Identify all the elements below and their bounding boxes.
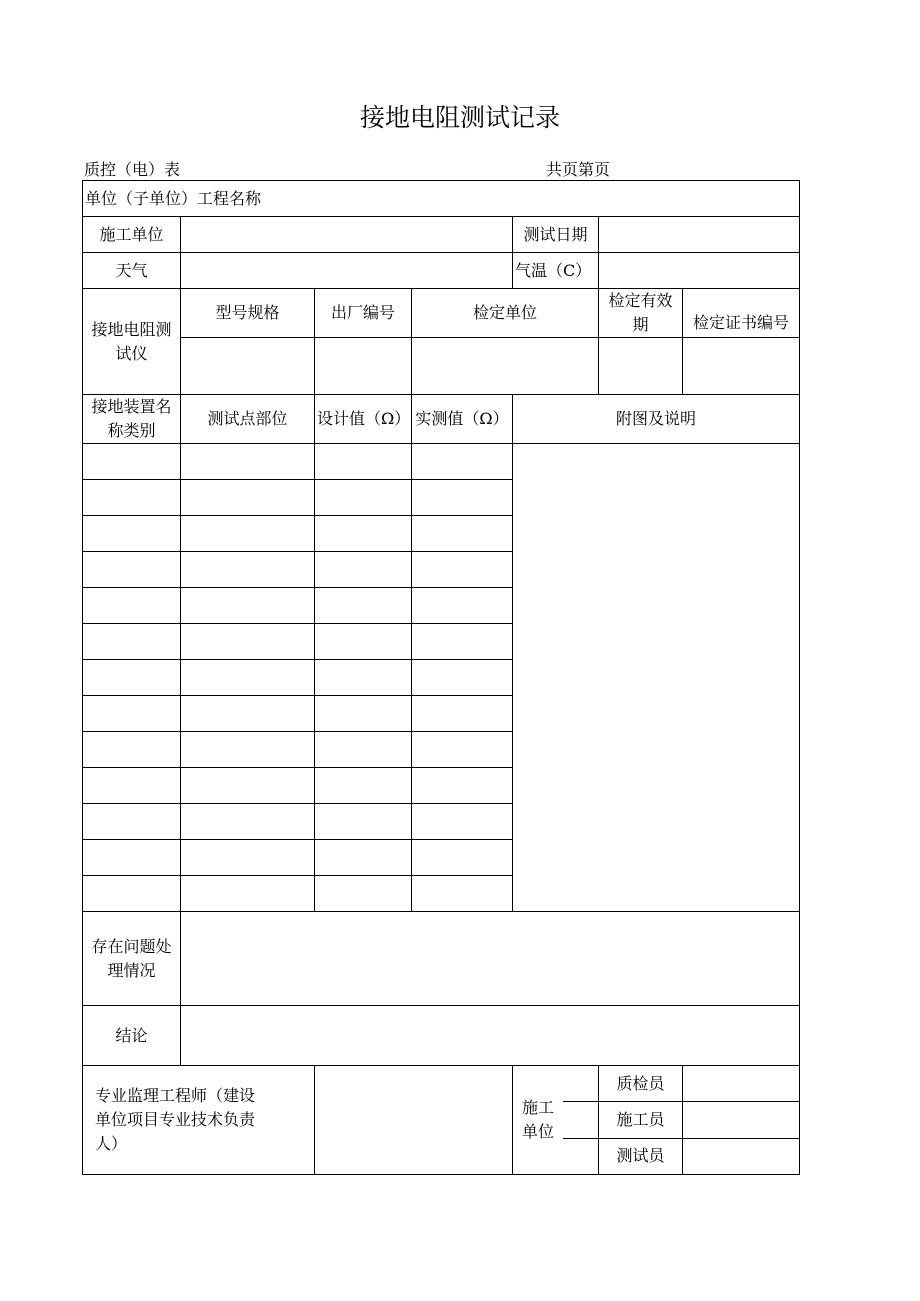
table-cell[interactable] bbox=[83, 480, 181, 516]
table-cell[interactable] bbox=[83, 876, 181, 912]
table-cell[interactable] bbox=[181, 516, 315, 552]
supervisor-label: 专业监理工程师（建设单位项目专业技术负责人） bbox=[95, 1086, 256, 1153]
table-cell[interactable] bbox=[315, 660, 412, 696]
table-cell[interactable] bbox=[412, 696, 513, 732]
table-cell[interactable] bbox=[181, 804, 315, 840]
weather-field[interactable] bbox=[181, 253, 513, 289]
table-cell[interactable] bbox=[412, 768, 513, 804]
tester-signature-field[interactable] bbox=[683, 1138, 800, 1174]
conclusion-field[interactable] bbox=[181, 1006, 800, 1066]
table-cell[interactable] bbox=[83, 804, 181, 840]
table-cell[interactable] bbox=[83, 444, 181, 480]
table-cell[interactable] bbox=[315, 876, 412, 912]
page-info: 共页第页 bbox=[546, 160, 611, 179]
table-cell[interactable] bbox=[181, 732, 315, 768]
tester-label: 测试员 bbox=[599, 1138, 683, 1174]
table-cell[interactable] bbox=[181, 840, 315, 876]
table-cell[interactable] bbox=[315, 624, 412, 660]
table-cell[interactable] bbox=[181, 660, 315, 696]
table-cell[interactable] bbox=[83, 516, 181, 552]
table-cell[interactable] bbox=[181, 768, 315, 804]
supervisor-signature-field[interactable] bbox=[315, 1066, 513, 1175]
certificate-no-field[interactable] bbox=[683, 338, 800, 395]
design-value-header: 设计值（Ω） bbox=[315, 395, 412, 444]
issues-label: 存在问题处理情况 bbox=[83, 912, 181, 1006]
table-cell[interactable] bbox=[181, 444, 315, 480]
table-cell[interactable] bbox=[83, 768, 181, 804]
table-cell[interactable] bbox=[412, 732, 513, 768]
temperature-label: 气温（C） bbox=[513, 253, 599, 289]
builder-label: 施工员 bbox=[599, 1102, 683, 1138]
table-cell[interactable] bbox=[181, 552, 315, 588]
issues-field[interactable] bbox=[181, 912, 800, 1006]
device-name-header: 接地装置名称类别 bbox=[83, 395, 181, 444]
table-cell[interactable] bbox=[412, 804, 513, 840]
construction-unit-field[interactable] bbox=[181, 217, 513, 253]
project-name-label: 单位（子单位）工程名称 bbox=[83, 181, 800, 217]
table-cell[interactable] bbox=[412, 516, 513, 552]
factory-no-header: 出厂编号 bbox=[315, 289, 412, 338]
table-cell[interactable] bbox=[412, 444, 513, 480]
weather-label: 天气 bbox=[83, 253, 181, 289]
table-cell[interactable] bbox=[83, 696, 181, 732]
table-cell[interactable] bbox=[315, 480, 412, 516]
measured-value-header: 实测值（Ω） bbox=[412, 395, 513, 444]
valid-period-header: 检定有效期 bbox=[599, 289, 683, 338]
table-cell[interactable] bbox=[83, 840, 181, 876]
table-cell[interactable] bbox=[315, 840, 412, 876]
table-cell[interactable] bbox=[83, 732, 181, 768]
table-cell[interactable] bbox=[181, 624, 315, 660]
record-table bbox=[82, 180, 800, 1175]
table-cell[interactable] bbox=[83, 552, 181, 588]
model-field[interactable] bbox=[181, 338, 315, 395]
calibration-unit-header: 检定单位 bbox=[412, 289, 599, 338]
table-cell[interactable] bbox=[412, 876, 513, 912]
table-cell[interactable] bbox=[315, 444, 412, 480]
model-header: 型号规格 bbox=[181, 289, 315, 338]
table-cell[interactable] bbox=[181, 696, 315, 732]
table-cell[interactable] bbox=[412, 552, 513, 588]
certificate-no-header: 检定证书编号 bbox=[683, 289, 800, 338]
table-cell[interactable] bbox=[412, 588, 513, 624]
table-cell[interactable] bbox=[412, 480, 513, 516]
calibration-unit-field[interactable] bbox=[412, 338, 599, 395]
table-cell[interactable] bbox=[315, 516, 412, 552]
inspector-label: 质检员 bbox=[599, 1066, 683, 1102]
table-cell[interactable] bbox=[181, 588, 315, 624]
notes-field[interactable] bbox=[513, 444, 800, 912]
temperature-field[interactable] bbox=[599, 253, 800, 289]
table-cell[interactable] bbox=[315, 768, 412, 804]
table-cell[interactable] bbox=[83, 660, 181, 696]
form-code: 质控（电）表 bbox=[84, 160, 181, 179]
table-cell[interactable] bbox=[315, 696, 412, 732]
table-cell[interactable] bbox=[181, 480, 315, 516]
test-date-field[interactable] bbox=[599, 217, 800, 253]
table-cell[interactable] bbox=[83, 624, 181, 660]
construction-unit-sign-label: 施工单位 bbox=[521, 1098, 554, 1141]
table-cell[interactable] bbox=[181, 876, 315, 912]
instrument-label: 接地电阻测试仪 bbox=[83, 289, 181, 395]
valid-period-field[interactable] bbox=[599, 338, 683, 395]
builder-signature-field[interactable] bbox=[683, 1102, 800, 1138]
notes-header: 附图及说明 bbox=[513, 395, 800, 444]
table-cell[interactable] bbox=[412, 840, 513, 876]
table-cell[interactable] bbox=[315, 732, 412, 768]
construction-unit-label: 施工单位 bbox=[83, 217, 181, 253]
inspector-signature-field[interactable] bbox=[683, 1066, 800, 1102]
table-cell[interactable] bbox=[315, 804, 412, 840]
table-cell[interactable] bbox=[315, 552, 412, 588]
table-cell[interactable] bbox=[315, 588, 412, 624]
test-point-header: 测试点部位 bbox=[181, 395, 315, 444]
table-cell[interactable] bbox=[412, 624, 513, 660]
factory-no-field[interactable] bbox=[315, 338, 412, 395]
test-date-label: 测试日期 bbox=[513, 217, 599, 253]
conclusion-label: 结论 bbox=[83, 1006, 181, 1066]
table-cell[interactable] bbox=[412, 660, 513, 696]
table-cell[interactable] bbox=[83, 588, 181, 624]
document-title: 接地电阻测试记录 bbox=[359, 103, 560, 132]
